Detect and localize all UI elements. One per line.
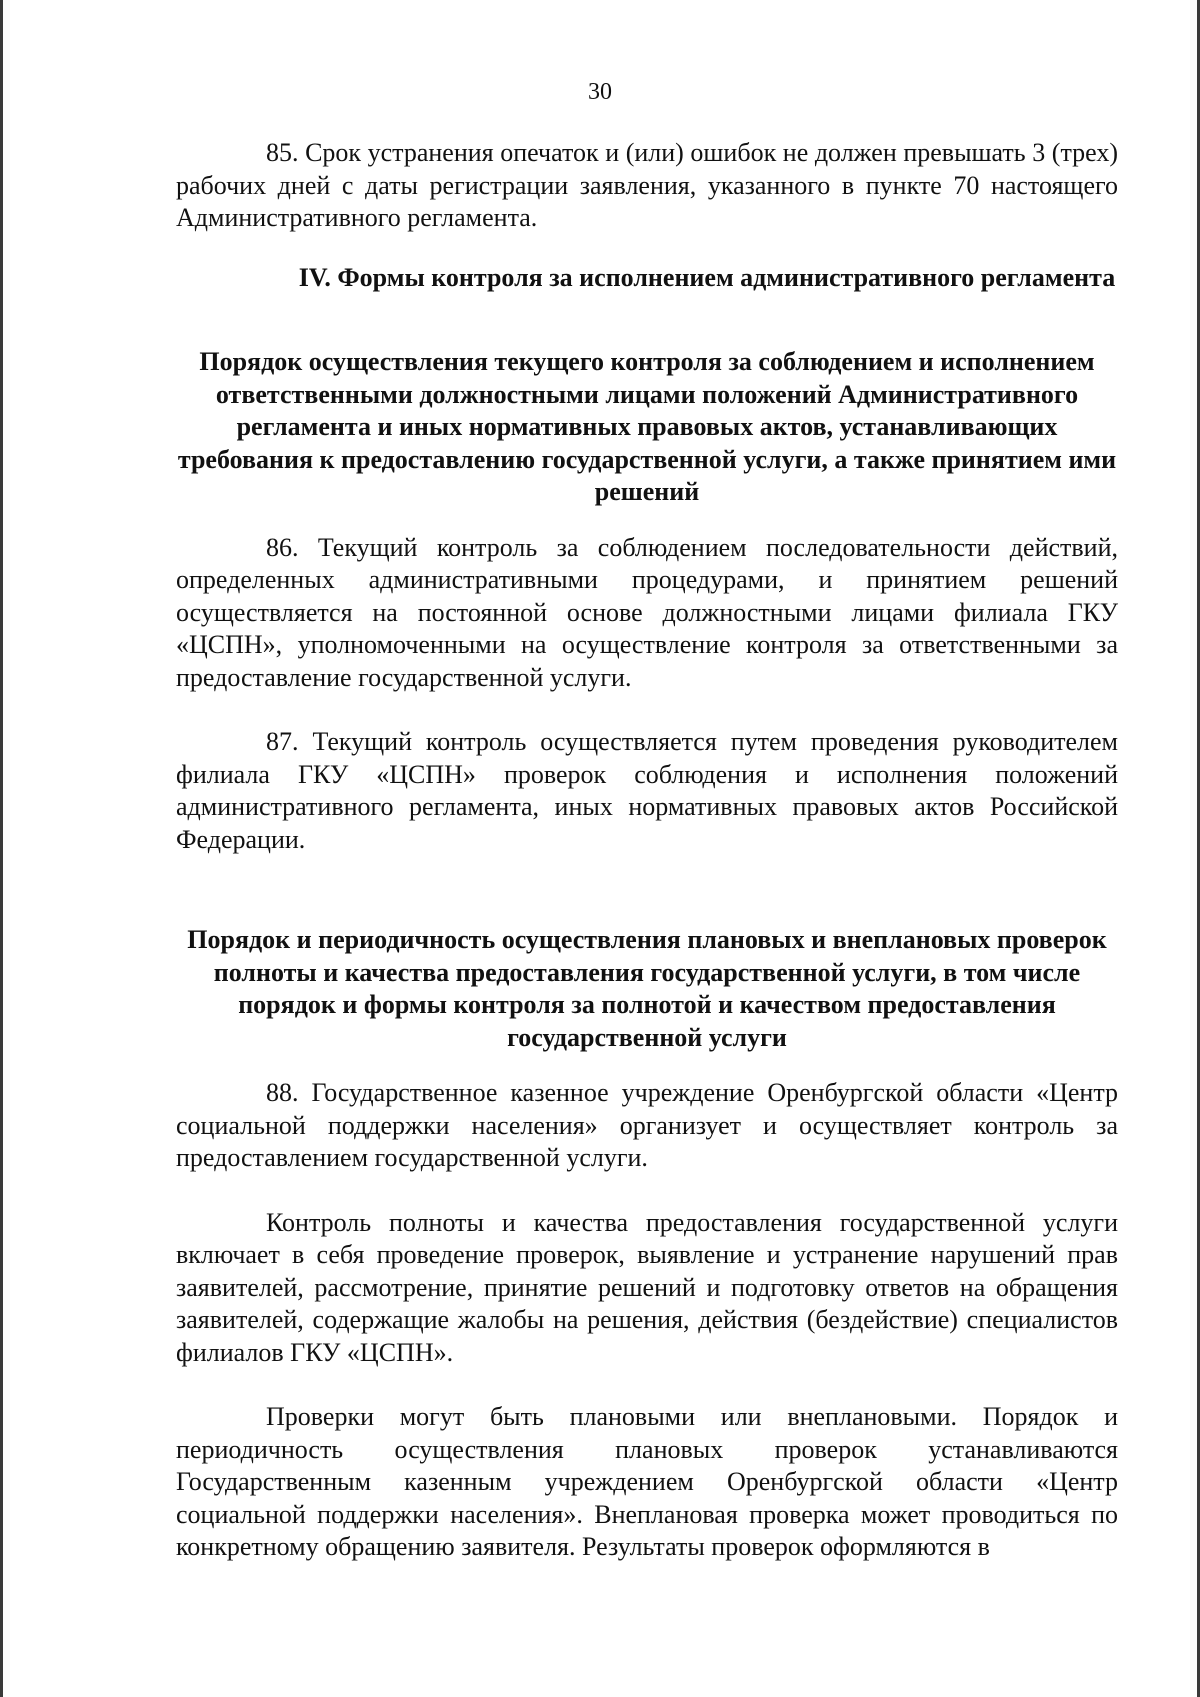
heading-current-control: Порядок осуществления текущего контроля за соблюдением и исполнением ответственными должностными лицами положений Административного регламента и иных нормативных правовых актов, устанавливающих требования к предоставлению государственной услуги, а также принятием ими решений [177,347,1117,506]
scan-edge-left [0,0,3,1697]
paragraph-88: 88. Государственное казенное учреждение Оренбургской области «Центр социальной поддержки населения» организует и осуществляет контроль за предоставлением государственной услуги. [176,1078,1118,1172]
paragraph-85: 85. Срок устранения опечаток и (или) ошибок не должен превышать 3 (трех) рабочих дней с даты регистрации заявления, указанного в пункте 70 настоящего Административного регламента. [176,138,1118,232]
paragraph-inspection-types: Проверки могут быть плановыми или внеплановыми. Порядок и периодичность осуществления плановых проверок устанавливаются Государственным казенным учреждением Оренбургской области «Центр социальной поддержки населения». Внеплановая проверка может проводиться по конкретному обращению заявителя. Результаты проверок оформляются в [176,1402,1118,1561]
page-number: 30 [588,79,612,105]
document-body [176,137,1118,1564]
heading-inspections: Порядок и периодичность осуществления плановых и внеплановых проверок полноты и качества предоставления государственной услуги, в том числе порядок и формы контроля за полнотой и качеством предоставления государственной услуги [187,925,1107,1052]
paragraph-86: 86. Текущий контроль за соблюдением последовательности действий, определенных административными процедурами, и принятием решений осуществляется на постоянной основе должностными лицами филиала ГКУ «ЦСПН», уполномоченными на осуществление контроля за ответственными за предоставление государственной услуги. [176,532,1118,692]
paragraph-87: 87. Текущий контроль осуществляется путем проведения руководителем филиала ГКУ «ЦСПН» проверок соблюдения и исполнения положений административного регламента, иных нормативных правовых актов Российской Федерации. [176,727,1118,854]
section-title: IV. Формы контроля за исполнением административного регламента [298,262,1116,292]
paragraph-control-scope: Контроль полноты и качества предоставления государственной услуги включает в себя проведение проверок, выявление и устранение нарушений прав заявителей, рассмотрение, принятие решений и подготовку ответов на обращения заявителей, содержащие жалобы на решения, действия (бездействие) специалистов филиалов ГКУ «ЦСПН». [176,1207,1118,1367]
